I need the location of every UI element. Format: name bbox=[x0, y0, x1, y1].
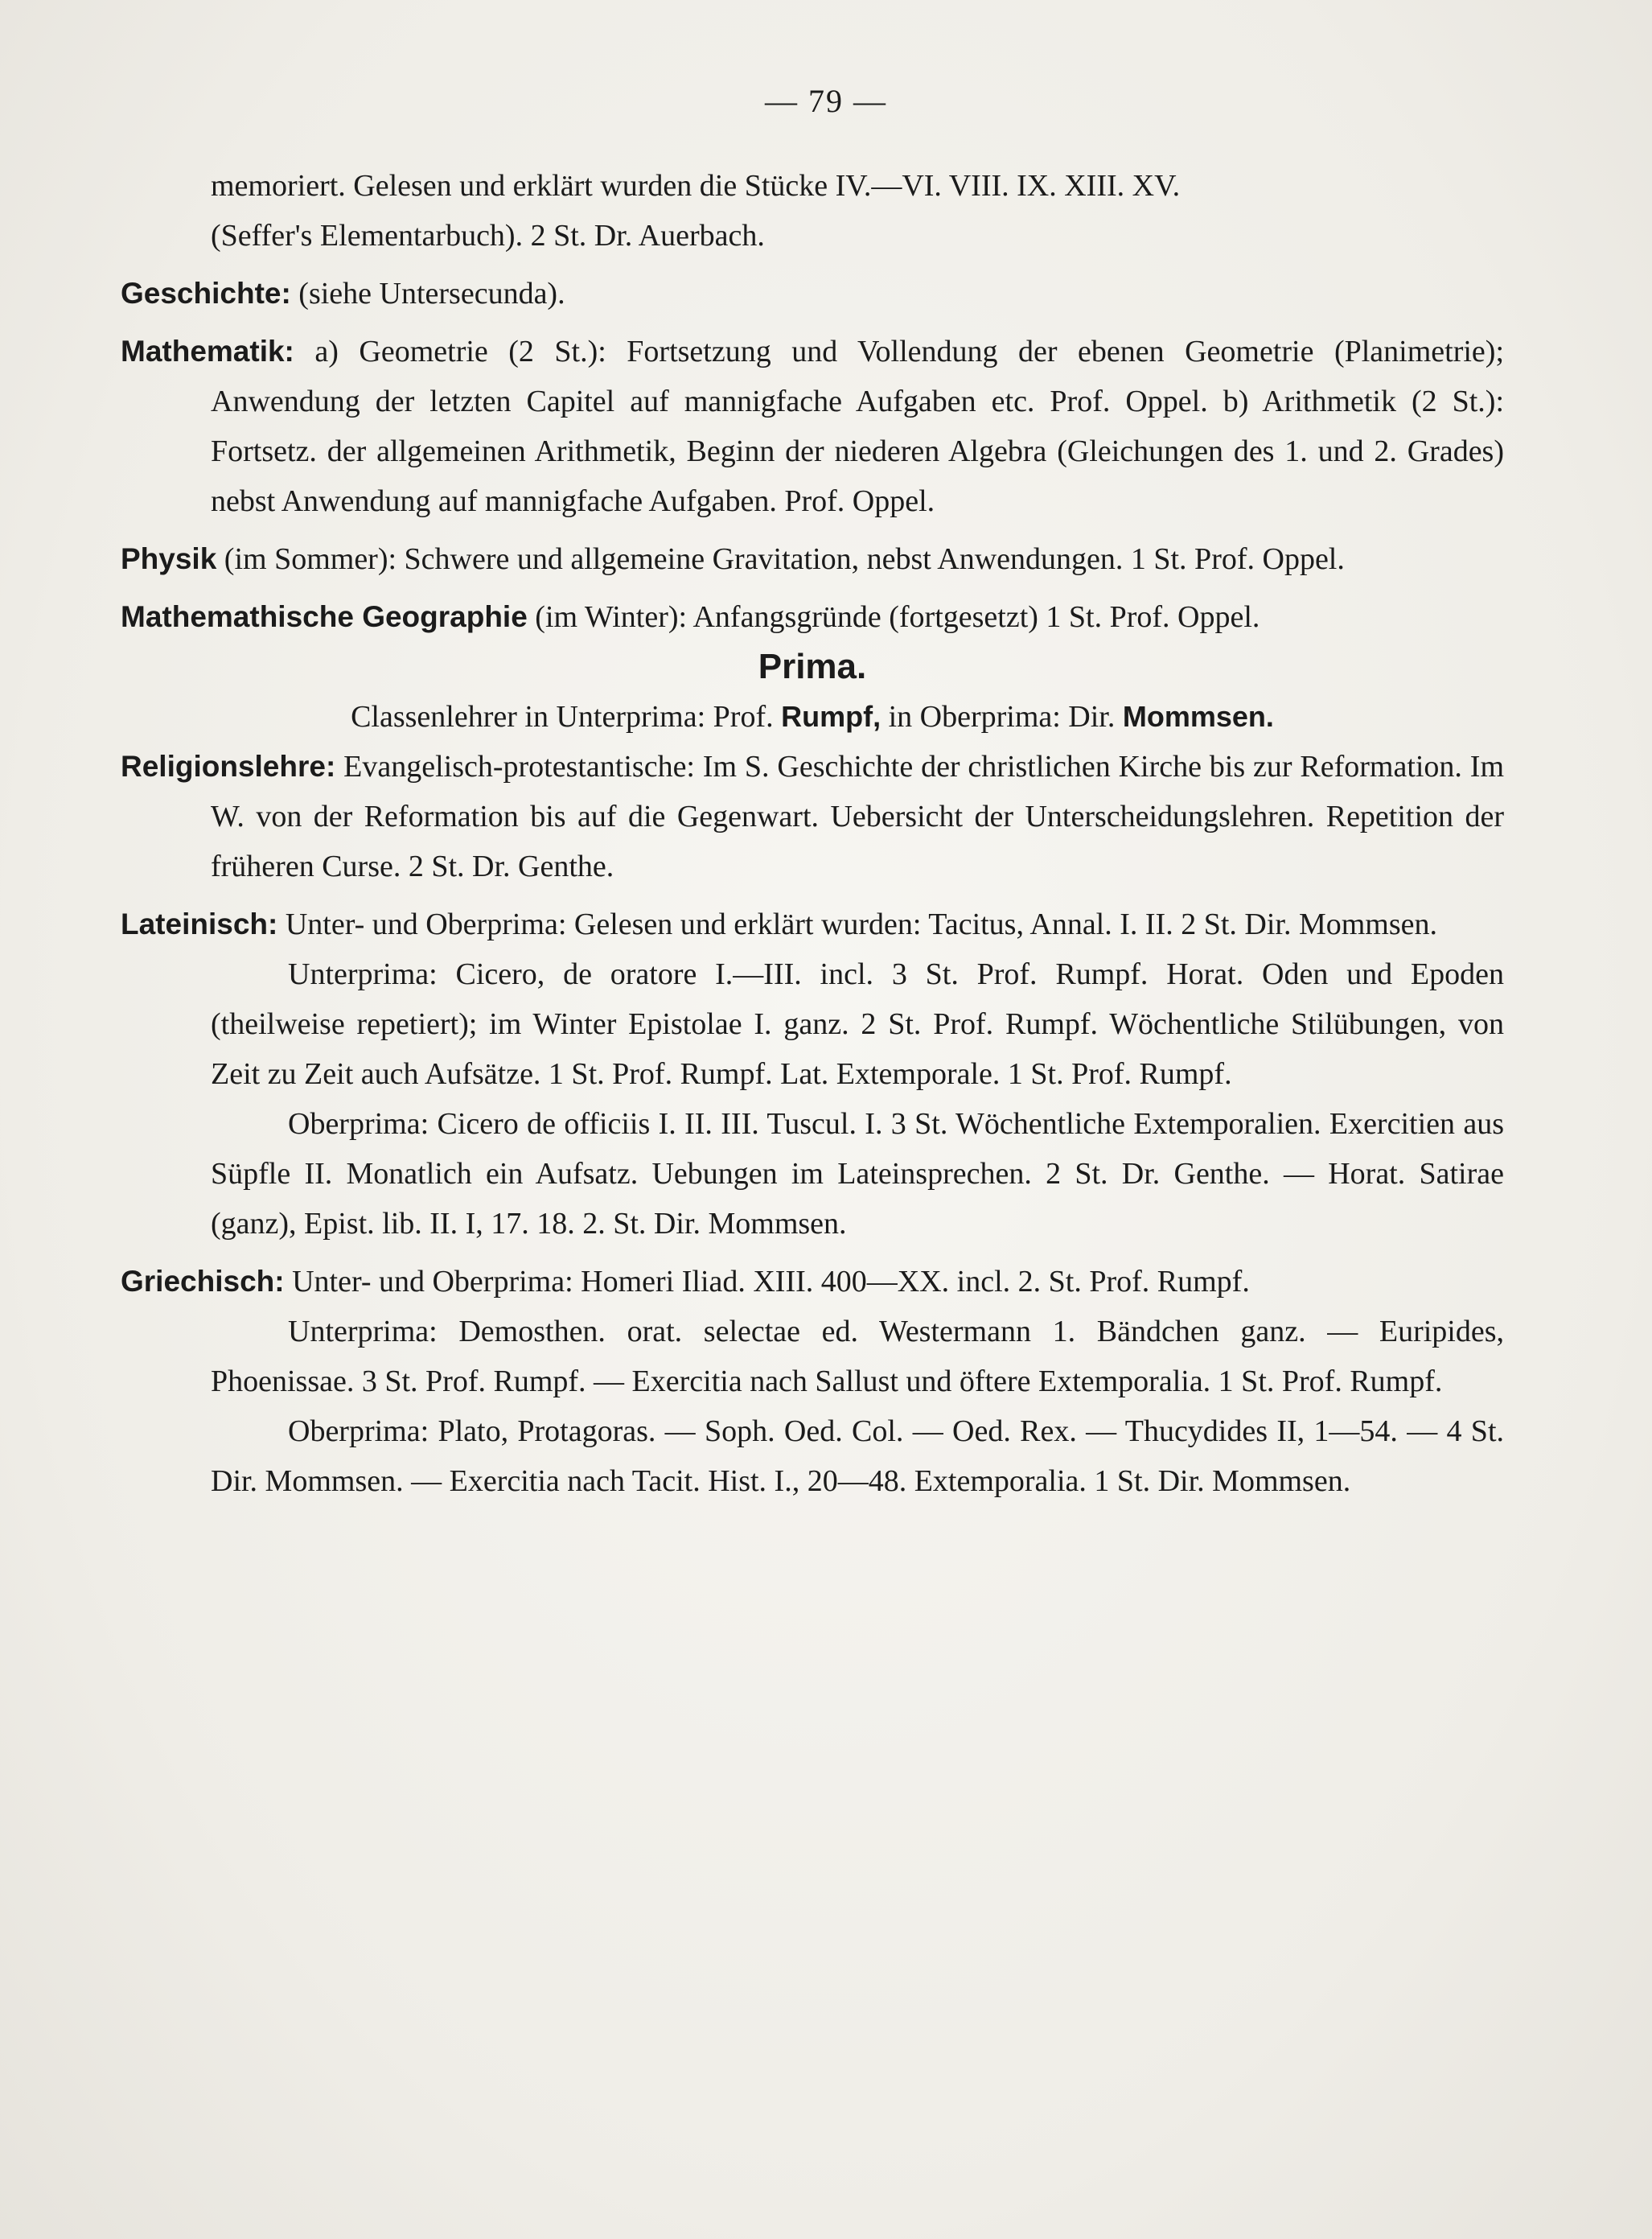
text-griechisch-oberprima: Oberprima: Plato, Protagoras. — Soph. Oed. Col. — Oed. Rex. — Thucydides II, 1—54. — 4 St. Dir. Mommsen. — Exercitia nach Tacit. Hist. I., 20—48. Extemporalia. 1 St. Dir. Mommsen. bbox=[211, 1414, 1504, 1498]
entry-geschichte bbox=[121, 269, 1504, 319]
text-religionslehre: Evangelisch-protestantische: Im S. Geschichte der christlichen Kirche bis zur Reformation. Im W. von der Reformation bis auf die Gegenwart. Uebersicht der Unterscheidungslehren. Repetition der früheren Curse. 2 St. Dr. Genthe. bbox=[211, 750, 1505, 883]
entry-physik bbox=[121, 534, 1504, 584]
text-line-elementarbuch: (Seffer's Elementarbuch). 2 St. Dr. Auerbach. bbox=[211, 219, 765, 253]
text-lateinisch: Unter- und Oberprima: Gelesen und erklärt wurden: Tacitus, Annal. I. II. 2 St. Dir. Mommsen. bbox=[285, 908, 1438, 941]
classenlehrer-line bbox=[121, 692, 1504, 742]
entry-lateinisch bbox=[121, 899, 1504, 949]
text-line-continuation: memoriert. Gelesen und erklärt wurden die Stücke IV.—VI. VIII. IX. XIII. XV. bbox=[211, 169, 1181, 203]
text-geographie: (im Winter): Anfangsgründe (fortgesetzt) 1 St. Prof. Oppel. bbox=[535, 600, 1260, 634]
text-mathematik: a) Geometrie (2 St.): Fortsetzung und Vollendung der ebenen Geometrie (Planimetrie); Anwendung der letzten Capitel auf mannigfache Aufgaben etc. Prof. Oppel. b) Arithmetik (2 St.): Fortsetz. der allgemeinen Arithmetik, Beginn der niederen Algebra (Gleichungen des 1. und 2. Grades) nebst Anwendung auf mannigfache Aufgaben. Prof. Oppel. bbox=[211, 335, 1505, 518]
entry-mathematik bbox=[121, 327, 1504, 526]
classenlehrer-text-2: in Oberprima: Dir. bbox=[888, 700, 1116, 734]
subject-lateinisch: Lateinisch: bbox=[121, 908, 278, 940]
subject-physik: Physik bbox=[121, 542, 217, 575]
entry-religionslehre bbox=[121, 742, 1504, 891]
subject-griechisch: Griechisch: bbox=[121, 1265, 285, 1298]
section-title-prima: Prima. bbox=[758, 647, 867, 686]
classenlehrer-text: Classenlehrer in Unterprima: Prof. bbox=[351, 700, 774, 734]
text-griechisch: Unter- und Oberprima: Homeri Iliad. XIII. 400—XX. incl. 2. St. Prof. Rumpf. bbox=[292, 1265, 1250, 1299]
text-geschichte: (siehe Untersecunda). bbox=[298, 277, 565, 311]
teacher-rumpf: Rumpf, bbox=[781, 700, 881, 733]
subject-geographie: Mathemathische Geographie bbox=[121, 600, 528, 633]
text-lateinisch-unterprima: Unterprima: Cicero, de oratore I.—III. incl. 3 St. Prof. Rumpf. Horat. Oden und Epoden (theilweise repetiert); im Winter Epistolae I. ganz. 2 St. Prof. Rumpf. Wöchentliche Stilübungen, von Zeit zu Zeit auch Aufsätze. 1 St. Prof. Rumpf. Lat. Extemporale. 1 St. Prof. Rumpf. bbox=[211, 957, 1504, 1091]
teacher-mommsen: Mommsen. bbox=[1122, 700, 1274, 733]
subject-geschichte: Geschichte: bbox=[121, 277, 291, 310]
page-number: — 79 — bbox=[765, 83, 887, 119]
subject-mathematik: Mathematik: bbox=[121, 335, 294, 368]
text-physik: (im Sommer): Schwere und allgemeine Gravitation, nebst Anwendungen. 1 St. Prof. Oppel. bbox=[224, 542, 1345, 576]
entry-geographie bbox=[121, 592, 1504, 642]
text-lateinisch-oberprima: Oberprima: Cicero de officiis I. II. III. Tuscul. I. 3 St. Wöchentliche Extemporalien. Exercitien aus Süpfle II. Monatlich ein Aufsatz. Uebungen im Lateinsprechen. 2 St. Dr. Genthe. — Horat. Satirae (ganz), Epist. lib. II. I, 17. 18. 2. St. Dir. Mommsen. bbox=[211, 1107, 1504, 1241]
entry-griechisch bbox=[121, 1257, 1504, 1307]
subject-religionslehre: Religionslehre: bbox=[121, 750, 336, 783]
page-content bbox=[121, 161, 1504, 1506]
text-griechisch-unterprima: Unterprima: Demosthen. orat. selectae ed. Westermann 1. Bändchen ganz. — Euripides, Phoenissae. 3 St. Prof. Rumpf. — Exercitia nach Sallust und öftere Extemporalia. 1 St. Prof. Rumpf. bbox=[211, 1315, 1504, 1398]
